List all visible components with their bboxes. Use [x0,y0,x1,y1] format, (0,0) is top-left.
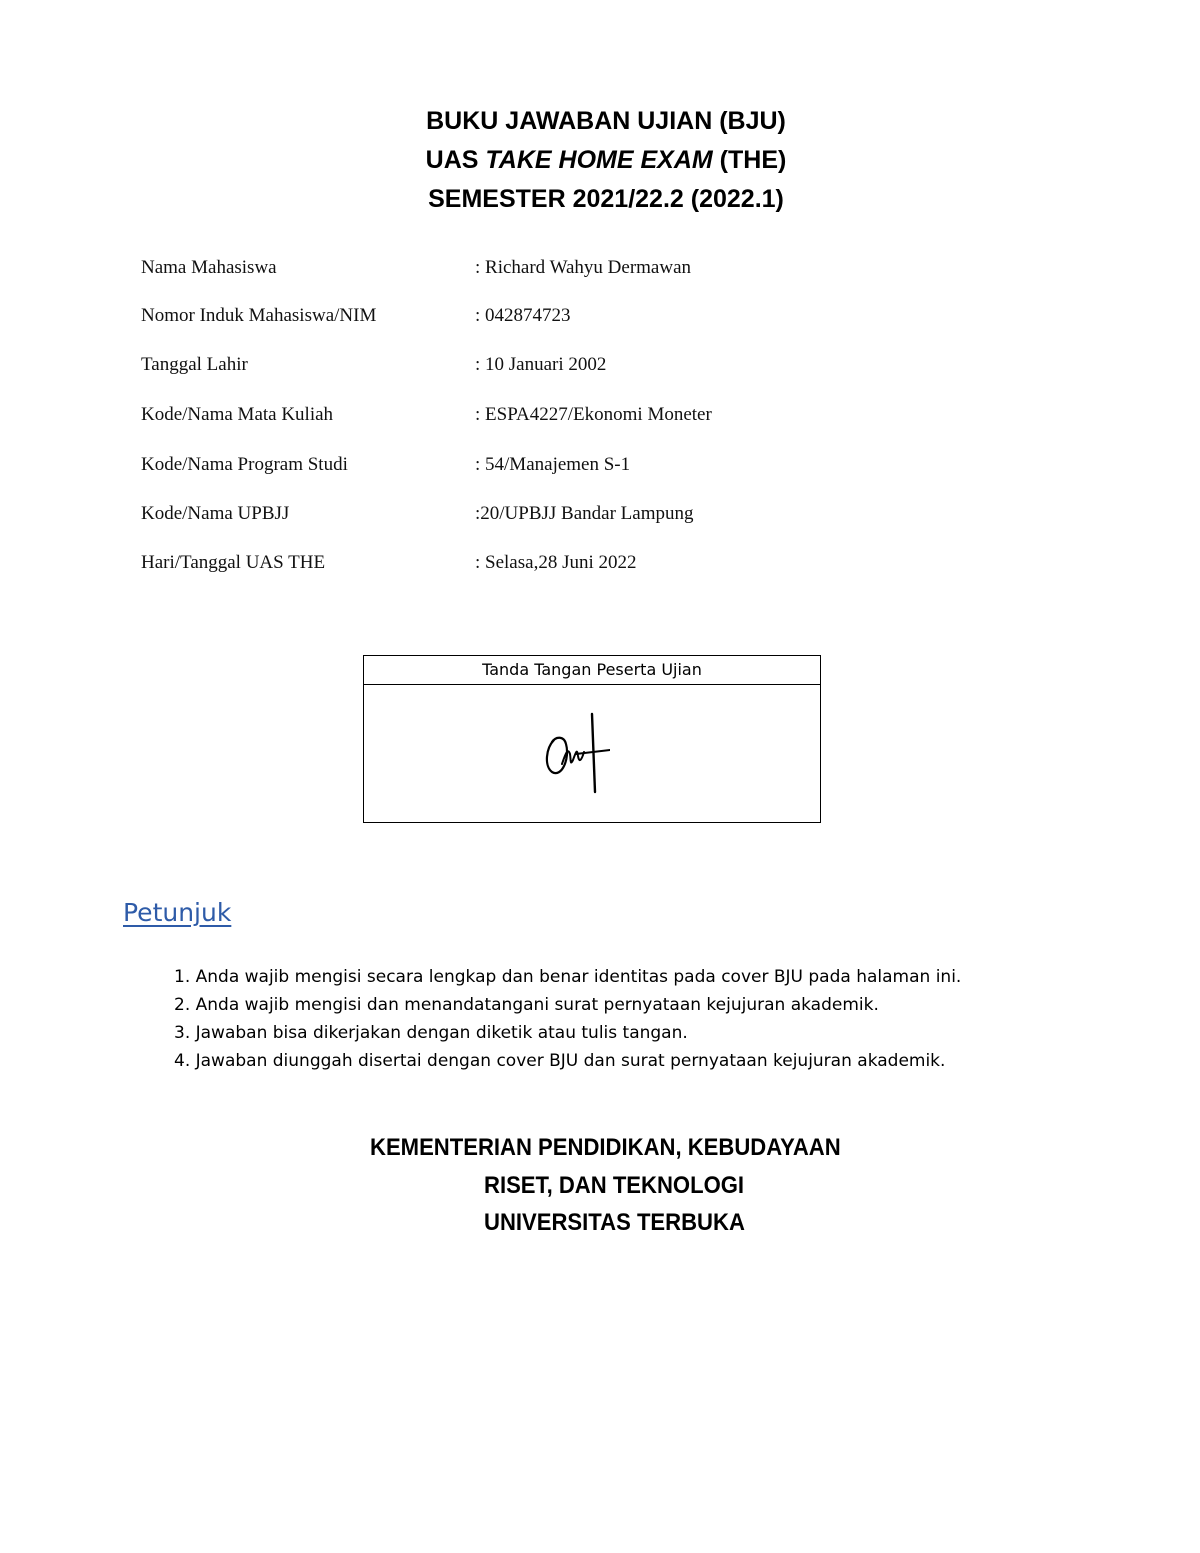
identity-value: : 10 Januari 2002 [475,354,607,375]
subtitle-prefix: UAS [425,146,486,174]
footer-university: UNIVERSITAS TERBUKA [484,1209,745,1236]
footer-research: RISET, DAN TEKNOLOGI [484,1172,745,1199]
identity-label: Nama Mahasiswa [141,257,277,278]
instruction-item: 4. Jawaban diunggah disertai dengan cover BJU dan surat pernyataan kejujuran akademik. [174,1051,946,1071]
subtitle-suffix: (THE) [712,146,787,174]
identity-label: Nomor Induk Mahasiswa/NIM [141,305,377,326]
instruction-item: 2. Anda wajib mengisi dan menandatangani surat pernyataan kejujuran akademik. [174,995,879,1015]
identity-label: Hari/Tanggal UAS THE [141,552,326,573]
identity-value: : 54/Manajemen S-1 [475,454,631,475]
identity-value: : Richard Wahyu Dermawan [475,257,692,278]
footer-ministry: KEMENTERIAN PENDIDIKAN, KEBUDAYAAN [370,1134,841,1161]
identity-value: : ESPA4227/Ekonomi Moneter [475,404,712,425]
identity-label: Tanggal Lahir [141,354,248,375]
signature-heading: Tanda Tangan Peserta Ujian [364,656,820,685]
identity-value: : 042874723 [475,305,571,326]
handwritten-signature [540,708,610,798]
instructions-heading: Petunjuk [123,898,232,927]
instructions-list [174,963,961,1075]
identity-value: : Selasa,28 Juni 2022 [475,552,637,573]
instruction-item: 3. Jawaban bisa dikerjakan dengan diketik atau tulis tangan. [174,1023,688,1043]
identity-label: Kode/Nama UPBJJ [141,503,290,524]
signature-box [363,655,821,823]
identity-label: Kode/Nama Mata Kuliah [141,404,334,425]
doc-semester: SEMESTER 2021/22.2 (2022.1) [428,185,784,213]
identity-label: Kode/Nama Program Studi [141,454,348,475]
identity-value: :20/UPBJJ Bandar Lampung [475,503,694,524]
doc-subtitle [0,141,1200,179]
doc-title: BUKU JAWABAN UJIAN (BJU) [426,107,786,135]
subtitle-italic: TAKE HOME EXAM [485,146,713,174]
instruction-item: 1. Anda wajib mengisi secara lengkap dan benar identitas pada cover BJU pada halaman ini. [174,967,962,987]
